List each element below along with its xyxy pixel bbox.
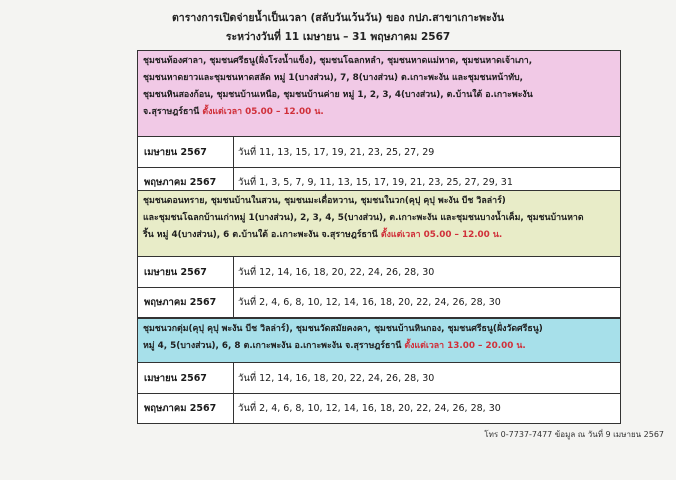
document-title: ตารางการเปิดจ่ายน้ำเป็นเวลา (สลับวันเว้นวัน) ของ กปภ.สาขาเกาะพะงัน	[171, 12, 505, 24]
month-cell: พฤษภาคม 2567	[138, 168, 234, 197]
document-date-range: ระหว่างวันที่ 11 เมษายน – 31 พฤษภาคม 2567	[225, 31, 451, 43]
days-cell: วันที่ 2, 4, 6, 8, 10, 12, 14, 16, 18, 20, 22, 24, 26, 28, 30	[238, 403, 501, 414]
header-line: ชุมชนท้องศาลา, ชุมชนศรีธนู(ฝั่งโรงน้ำแข็ง), ชุมชนโฉลกหลำ, ชุมชนหาดแม่หาด, ชุมชนหาดเจ้าเภา,	[143, 56, 533, 66]
days-cell: วันที่ 12, 14, 16, 18, 20, 22, 24, 26, 28, 30	[238, 266, 435, 278]
month-cell: เมษายน 2567	[138, 137, 234, 167]
table-row	[138, 137, 620, 167]
header-line: ชุมชนวกตุ่ม(คุปุ คุปุ พะงัน บีช วิลล่าร์), ชุมชนวัดสมัยคงคา, ชุมชนบ้านหินกอง, ชุมชนศรีธนู(ฝั่งวัดศรีธนู)	[143, 324, 543, 334]
schedule-block-2	[137, 190, 621, 318]
month-cell: พฤษภาคม 2567	[138, 394, 234, 423]
month-cell: เมษายน 2567	[138, 257, 234, 287]
header-line	[143, 338, 615, 355]
header-line: ชุมชนดอนทราย, ชุมชนบ้านในสวน, ชุมชนมะเดื่อหวาน, ชุมชนในวก(คุปุ คุปุ พะงัน บีช วิลล่าร์)	[143, 196, 506, 206]
month-cell: พฤษภาคม 2567	[138, 288, 234, 317]
header-line-prefix: จ.สุราษฎร์ธานี	[143, 107, 203, 117]
supply-time: ตั้งแต่เวลา 13.00 – 20.00 น.	[404, 341, 526, 351]
supply-time: ตั้งแต่เวลา 05.00 – 12.00 น.	[202, 107, 324, 117]
schedule-block-3-header	[138, 319, 620, 363]
header-line-prefix: ริ้น หมู่ 4(บางส่วน), 6 ต.บ้านใต้ อ.เกาะพะงัน จ.สุราษฎร์ธานี	[143, 230, 381, 240]
table-row	[138, 363, 620, 393]
schedule-block-1-header	[138, 51, 620, 137]
table-row	[138, 393, 620, 423]
days-cell: วันที่ 11, 13, 15, 17, 19, 21, 23, 25, 27, 29	[238, 146, 435, 158]
footer-contact: โทร 0-7737-7477 ข้อมูล ณ วันที่ 9 เมษายน 2567	[484, 430, 664, 439]
schedule-block-3	[137, 318, 621, 424]
days-cell: วันที่ 1, 3, 5, 7, 9, 11, 13, 15, 17, 19, 21, 23, 25, 27, 29, 31	[238, 177, 513, 188]
header-line: และชุมชนโฉลกบ้านเก่าหมู่ 1(บางส่วน), 2, 3, 4, 5(บางส่วน), ต.เกาะพะงัน และชุมชนบางน้ำเค็ม, ชุมชนบ้านหาด	[143, 213, 584, 223]
month-cell: เมษายน 2567	[138, 363, 234, 393]
days-cell: วันที่ 12, 14, 16, 18, 20, 22, 24, 26, 28, 30	[238, 372, 435, 384]
table-row	[138, 287, 620, 317]
schedule-block-1	[137, 50, 621, 198]
header-line	[143, 227, 615, 244]
header-line	[143, 104, 615, 121]
header-line: ชุมชนหาดยาวและชุมชนหาดสลัด หมู่ 1(บางส่วน), 7, 8(บางส่วน) ต.เกาะพะงัน และชุมชนหน้าทับ,	[143, 73, 523, 83]
header-line-prefix: หมู่ 4, 5(บางส่วน), 6, 8 ต.เกาะพะงัน อ.เกาะพะงัน จ.สุราษฎร์ธานี	[143, 341, 405, 351]
days-cell: วันที่ 2, 4, 6, 8, 10, 12, 14, 16, 18, 20, 22, 24, 26, 28, 30	[238, 297, 501, 308]
header-line: ชุมชนหินสองก้อน, ชุมชนบ้านเหนือ, ชุมชนบ้านค่าย หมู่ 1, 2, 3, 4(บางส่วน), ต.บ้านใต้ อ.เกาะพะงัน	[143, 90, 533, 100]
supply-time: ตั้งแต่เวลา 05.00 – 12.00 น.	[380, 230, 503, 240]
table-row	[138, 257, 620, 287]
schedule-block-2-header	[138, 191, 620, 257]
